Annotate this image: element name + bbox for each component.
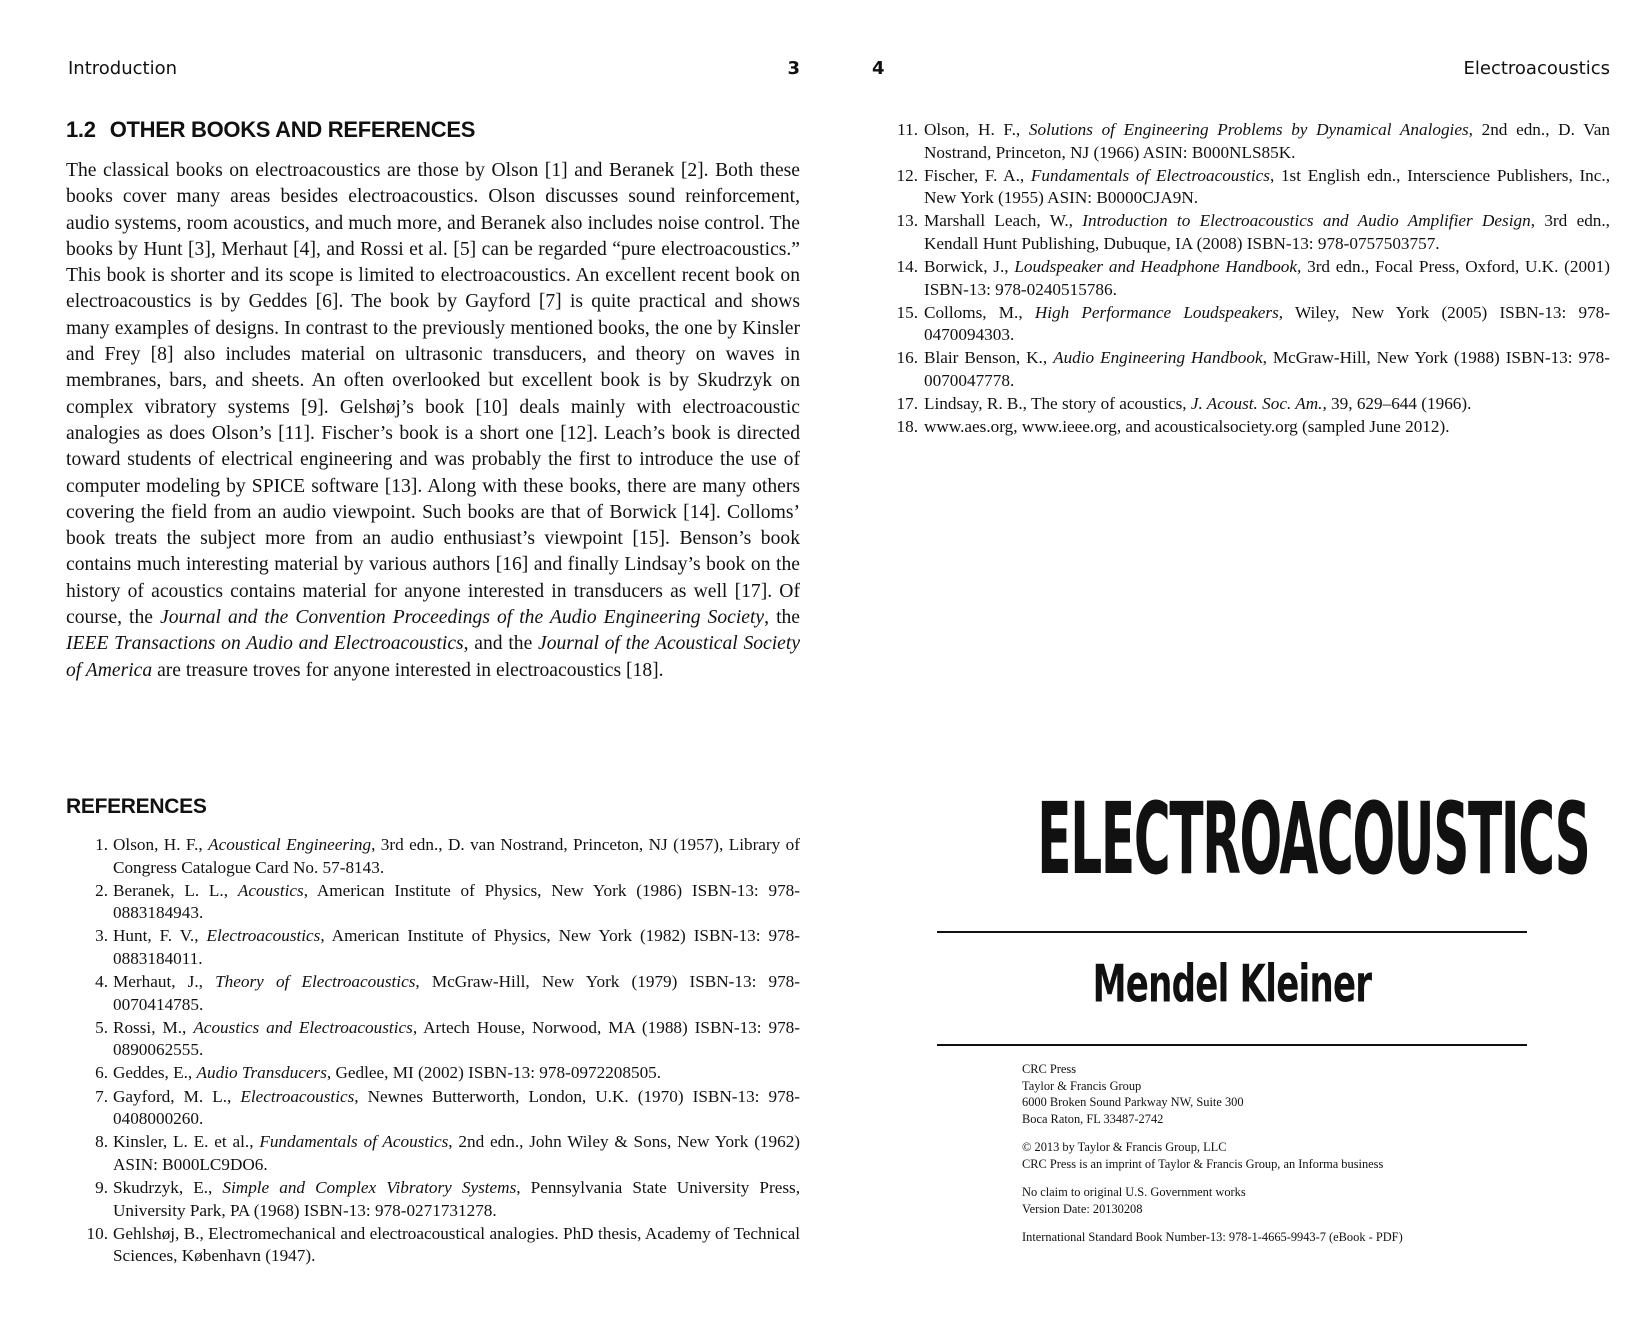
reference-text: , Wiley, New York (2005) ISBN-13: 978-0470094303. <box>924 302 1611 345</box>
reference-text: Skudrzyk, E., <box>113 1177 223 1197</box>
reference-number: 11. <box>897 120 918 139</box>
reference-item <box>872 119 1610 164</box>
publisher-block <box>1022 1061 1492 1127</box>
imprint-line: CRC Press is an imprint of Taylor & Francis Group, an Informa business <box>1022 1156 1384 1171</box>
reference-item <box>66 1131 800 1176</box>
imprint-line: Version Date: 20130208 <box>1022 1201 1143 1216</box>
reference-text: Olson, H. F., <box>924 120 1029 139</box>
reference-number: 13. <box>896 211 918 231</box>
reference-text: Geddes, E., <box>113 1063 197 1083</box>
reference-text: , 3rd edn., Kendall Hunt Publishing, Dubuque, IA (2008) ISBN-13: 978-0757503757. <box>924 211 1610 253</box>
body-run-italic: Journal and the Convention Proceedings of the Audio Engineering Society <box>160 607 765 629</box>
cover-rule-bottom <box>937 1044 1527 1046</box>
reference-text: Gehlshøj, B., Electromechanical and electroacoustical analogies. PhD thesis, Academy of Technical Sciences, København (1947). <box>113 1223 800 1266</box>
reference-text: , Pennsylvania State University Press, University Park, PA (1968) ISBN-13: 978-0271731278. <box>113 1177 801 1220</box>
reference-italic: Fundamentals of Acoustics <box>259 1132 449 1152</box>
reference-text: , McGraw-Hill, New York (1979) ISBN-13: 978-0070414785. <box>113 972 801 1014</box>
reference-text: Lindsay, R. B., The story of acoustics, <box>924 394 1191 414</box>
cover-author: Mendel Kleiner <box>1092 953 1372 1014</box>
reference-number: 1. <box>95 835 108 854</box>
imprint-spacer <box>1022 1127 1492 1139</box>
reference-text: , American Institute of Physics, New York (1986) ISBN-13: 978-0883184943. <box>113 880 800 923</box>
reference-text: Olson, H. F., <box>113 835 209 854</box>
reference-item <box>66 1223 800 1268</box>
right-page <box>872 0 1610 1320</box>
reference-number: 12. <box>896 165 918 185</box>
reference-item <box>872 256 1610 301</box>
reference-italic: Audio Transducers <box>196 1063 327 1083</box>
reference-italic: High Performance Loudspeakers <box>1034 302 1279 322</box>
left-page-number: 3 <box>787 58 800 79</box>
reference-text: , 3rd edn., D. van Nostrand, Princeton, NJ (1957), Library of Congress Catalogue Card No. 57-8143. <box>113 835 800 877</box>
reference-text: , McGraw-Hill, New York (1988) ISBN-13: 978-0070047778. <box>924 348 1611 391</box>
reference-italic: Solutions of Engineering Problems by Dynamical Analogies <box>1028 120 1469 139</box>
references-heading: REFERENCES <box>66 795 207 818</box>
reference-text: Blair Benson, K., <box>924 348 1054 368</box>
reference-number: 7. <box>95 1086 108 1106</box>
reference-italic: Loudspeaker and Headphone Handbook, <box>1014 257 1302 277</box>
reference-item <box>66 1017 800 1062</box>
body-run-text: The classical books on electroacoustics are those by Olson [1] and Beranek [2]. Both these books cover many areas besides electroacoustics. Olson discusses sound reinforcement, audio systems, room acoustics, and much more, and Beranek also includes noise control. The books by Hunt [3], Merhaut [4], and Rossi et al. [5] can be regarded “pure electroacoustics.” This book is shorter and its scope is limited to electroacoustics. An excellent recent book on electroacoustics is by Geddes [6]. The book by Gayford [7] is quite practical and shows many examples of designs. In contrast to the previously mentioned books, the one by Kinsler and Frey [8] also includes material on ultrasonic transducers, and theory on waves in membranes, bars, and sheets. An often overlooked but excellent book is by Skudrzyk on complex vibratory systems [9]. Gelshøj’s book [10] deals mainly with electroacoustic analogies as does Olson’s [11]. Fischer’s book is a short one [12]. Leach’s book is directed toward students of electrical engineering and was probably the first to introduce the use of computer modeling by SPICE software [13]. Along with these books, there are many others covering the field from an audio viewpoint. Such books are that of Borwick [14]. Colloms’ book treats the subject more from an audio enthusiast’s viewpoint [15]. Benson’s book contains much interesting material by various authors [16] and finally Lindsay’s book on the history of acoustics contains material for anyone interested in transducers as well [17]. Of course, the <box>66 160 800 629</box>
cover-title: ELECTROACOUSTICS <box>1037 780 1590 897</box>
right-page-number: 4 <box>872 58 885 79</box>
section-number: 1.2 <box>66 117 96 142</box>
reference-number: 17. <box>896 394 918 414</box>
reference-text: Kinsler, L. E. et al., <box>113 1132 260 1152</box>
reference-text: Borwick, J., <box>924 257 1015 277</box>
reference-text: , Gedlee, MI (2002) ISBN-13: 978-0972208505. <box>326 1063 662 1083</box>
reference-text: Rossi, M., <box>113 1017 194 1037</box>
reference-number: 8. <box>95 1132 108 1152</box>
body-run-text: , the <box>764 607 800 629</box>
reference-number: 16. <box>896 348 918 368</box>
reference-text: Gayford, M. L., <box>113 1086 241 1106</box>
reference-italic: Electroacoustics <box>240 1086 355 1106</box>
left-running-head <box>66 58 800 84</box>
reference-text: , 2nd edn., John Wiley & Sons, New York (1962) ASIN: B000LC9DO6. <box>113 1132 801 1174</box>
reference-text: www.aes.org, www.ieee.org, and acousticalsociety.org (sampled June 2012). <box>924 417 1450 437</box>
imprint-spacer <box>1022 1172 1492 1184</box>
imprint-line: Boca Raton, FL 33487-2742 <box>1022 1111 1164 1126</box>
reference-text: Hunt, F. V., <box>113 926 207 946</box>
reference-item <box>66 880 800 925</box>
reference-item <box>872 416 1610 439</box>
imprint-line: © 2013 by Taylor & Francis Group, LLC <box>1022 1140 1227 1154</box>
body-run-text: are treasure troves for anyone interested in electroacoustics [18]. <box>152 659 664 681</box>
claim-block <box>1022 1184 1492 1217</box>
reference-number: 15. <box>896 302 918 322</box>
reference-list-left <box>66 834 800 1268</box>
reference-text: Colloms, M., <box>924 302 1035 322</box>
reference-text: Beranek, L. L., <box>113 880 238 900</box>
reference-italic: Fundamentals of Electroacoustics <box>1030 165 1270 185</box>
reference-number: 3. <box>95 926 108 946</box>
reference-item <box>66 971 800 1016</box>
imprint-spacer <box>1022 1217 1492 1229</box>
reference-item <box>66 834 800 879</box>
reference-text: , American Institute of Physics, New York (1982) ISBN-13: 978-0883184011. <box>113 926 800 968</box>
reference-text: Merhaut, J., <box>113 972 216 992</box>
cover-rule-top <box>937 931 1527 933</box>
body-run-italic: Journal of the Acoustical Society of America <box>66 633 801 681</box>
reference-list-right <box>872 119 1610 439</box>
reference-italic: Acoustical Engineering <box>208 835 372 854</box>
reference-text: , 1st English edn., Interscience Publishers, Inc., New York (1955) ASIN: B0000CJA9N. <box>924 165 1610 208</box>
right-running-title: Electroacoustics <box>1463 58 1610 79</box>
reference-number: 2. <box>95 880 108 900</box>
reference-text: 3rd edn., Focal Press, Oxford, U.K. (2001) ISBN-13: 978-0240515786. <box>924 257 1610 299</box>
reference-item <box>66 925 800 970</box>
imprint-block <box>1022 1061 1492 1246</box>
section-heading <box>66 117 475 143</box>
section-body-paragraph <box>66 158 800 684</box>
copyright-block <box>1022 1139 1492 1172</box>
reference-italic: Introduction to Electroacoustics and Audio Amplifier Design <box>1082 211 1531 231</box>
reference-item <box>66 1177 800 1222</box>
reference-italic: Audio Engineering Handbook <box>1053 348 1263 368</box>
left-running-title: Introduction <box>68 58 178 79</box>
reference-text: , Artech House, Norwood, MA (1988) ISBN-13: 978-0890062555. <box>113 1017 800 1060</box>
reference-italic: Electroacoustics <box>206 926 321 946</box>
reference-number: 18. <box>896 417 918 437</box>
reference-item <box>872 210 1610 255</box>
reference-item <box>66 1062 800 1085</box>
reference-text: 39, 629–644 (1966). <box>1326 394 1472 414</box>
reference-italic: Acoustics <box>237 880 304 900</box>
reference-number: 10. <box>86 1223 108 1243</box>
reference-text: Marshall Leach, W., <box>924 211 1083 231</box>
reference-text: , Newnes Butterworth, London, U.K. (1970) ISBN-13: 978-0408000260. <box>113 1086 800 1129</box>
imprint-line: CRC Press <box>1022 1062 1077 1076</box>
reference-italic: Simple and Complex Vibratory Systems <box>222 1177 517 1197</box>
reference-item <box>872 393 1610 416</box>
isbn-line: International Standard Book Number-13: 978-1-4665-9943-7 (eBook - PDF) <box>1022 1230 1403 1244</box>
reference-italic: Acoustics and Electroacoustics <box>193 1017 413 1037</box>
reference-number: 5. <box>95 1017 108 1037</box>
body-run-text: , and the <box>463 633 539 655</box>
imprint-line: Taylor & Francis Group <box>1022 1078 1142 1093</box>
reference-number: 14. <box>896 257 918 277</box>
reference-italic: J. Acoust. Soc. Am., <box>1190 394 1327 414</box>
reference-item <box>872 302 1610 347</box>
body-run-italic: IEEE Transactions on Audio and Electroacoustics <box>66 633 464 655</box>
imprint-line: 6000 Broken Sound Parkway NW, Suite 300 <box>1022 1095 1244 1109</box>
reference-number: 4. <box>95 972 108 992</box>
reference-text: Fischer, F. A., <box>924 165 1031 185</box>
imprint-line: No claim to original U.S. Government works <box>1022 1185 1246 1199</box>
reference-number: 9. <box>95 1177 108 1197</box>
reference-number: 6. <box>95 1063 108 1083</box>
reference-item <box>66 1086 800 1131</box>
reference-italic: Theory of Electroacoustics <box>215 972 416 992</box>
right-running-head <box>872 58 1610 84</box>
left-page <box>66 0 800 1320</box>
section-title: OTHER BOOKS AND REFERENCES <box>109 117 476 142</box>
reference-text: , 2nd edn., D. Van Nostrand, Princeton, NJ (1966) ASIN: B000NLS85K. <box>924 120 1610 162</box>
reference-item <box>872 347 1610 392</box>
reference-item <box>872 165 1610 210</box>
